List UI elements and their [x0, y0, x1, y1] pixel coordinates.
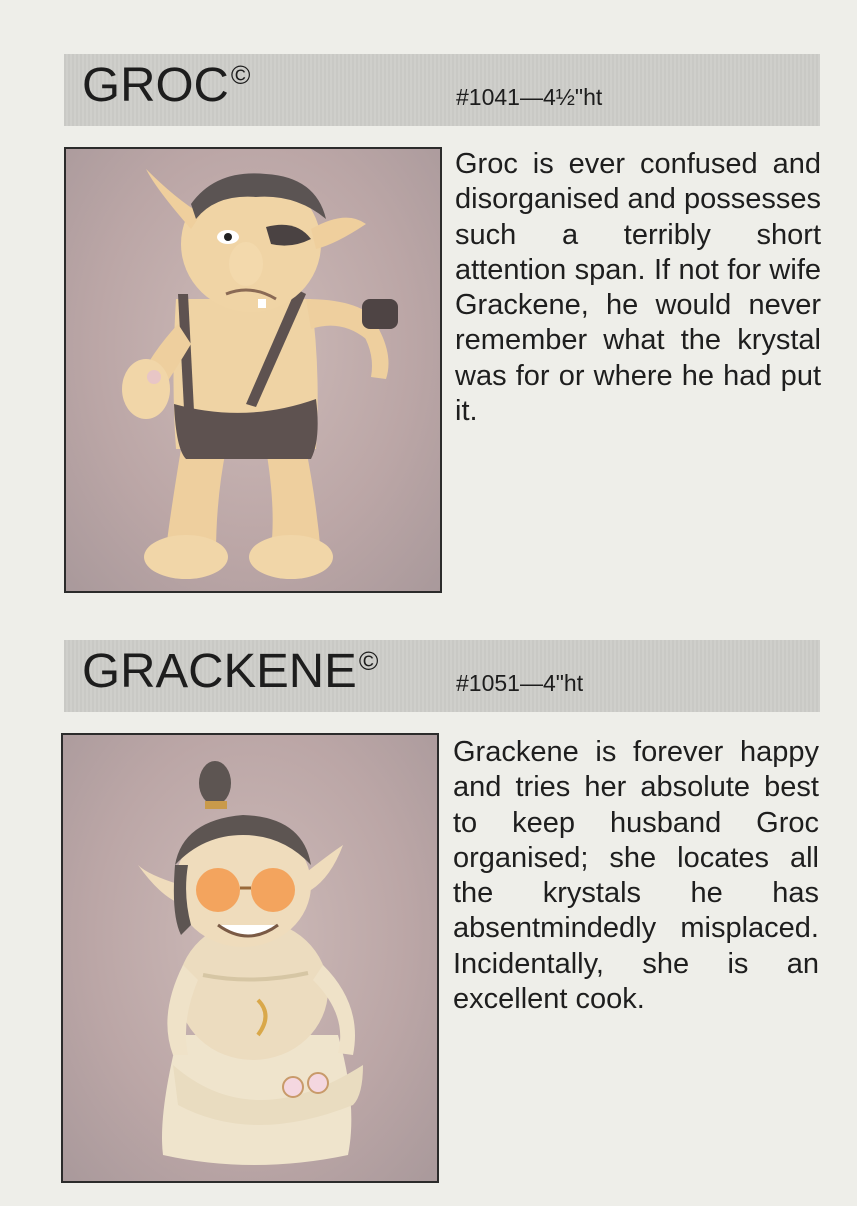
- groc-title-banner: [64, 54, 820, 126]
- grackene-item-number: #1051—4"ht: [456, 670, 584, 696]
- grackene-title: GRACKENE©: [82, 645, 379, 698]
- groc-title: GROC©: [82, 59, 251, 112]
- grackene-title-banner: [64, 640, 820, 712]
- grackene-figurine-photo: [61, 733, 439, 1183]
- groc-figurine-photo: [64, 147, 442, 593]
- groc-figurine-illustration: [66, 149, 440, 591]
- groc-item-number: #1041—4½"ht: [456, 84, 603, 110]
- grackene-description: Grackene is forever happy and tries her absolute best to keep husband Groc organised; she locates all the krystals he has absentmindedly misplaced. Incidentally, she is an excellent cook.: [453, 736, 819, 1016]
- grackene-figurine-illustration: [63, 735, 437, 1181]
- groc-description: Groc is ever confused and disorganised and possesses such a terribly short attention span. If not for wife Grackene, he would never remember what the krystal was for or where he had put it.: [455, 148, 821, 428]
- copyright-symbol: ©: [358, 646, 379, 676]
- copyright-symbol: ©: [230, 60, 251, 90]
